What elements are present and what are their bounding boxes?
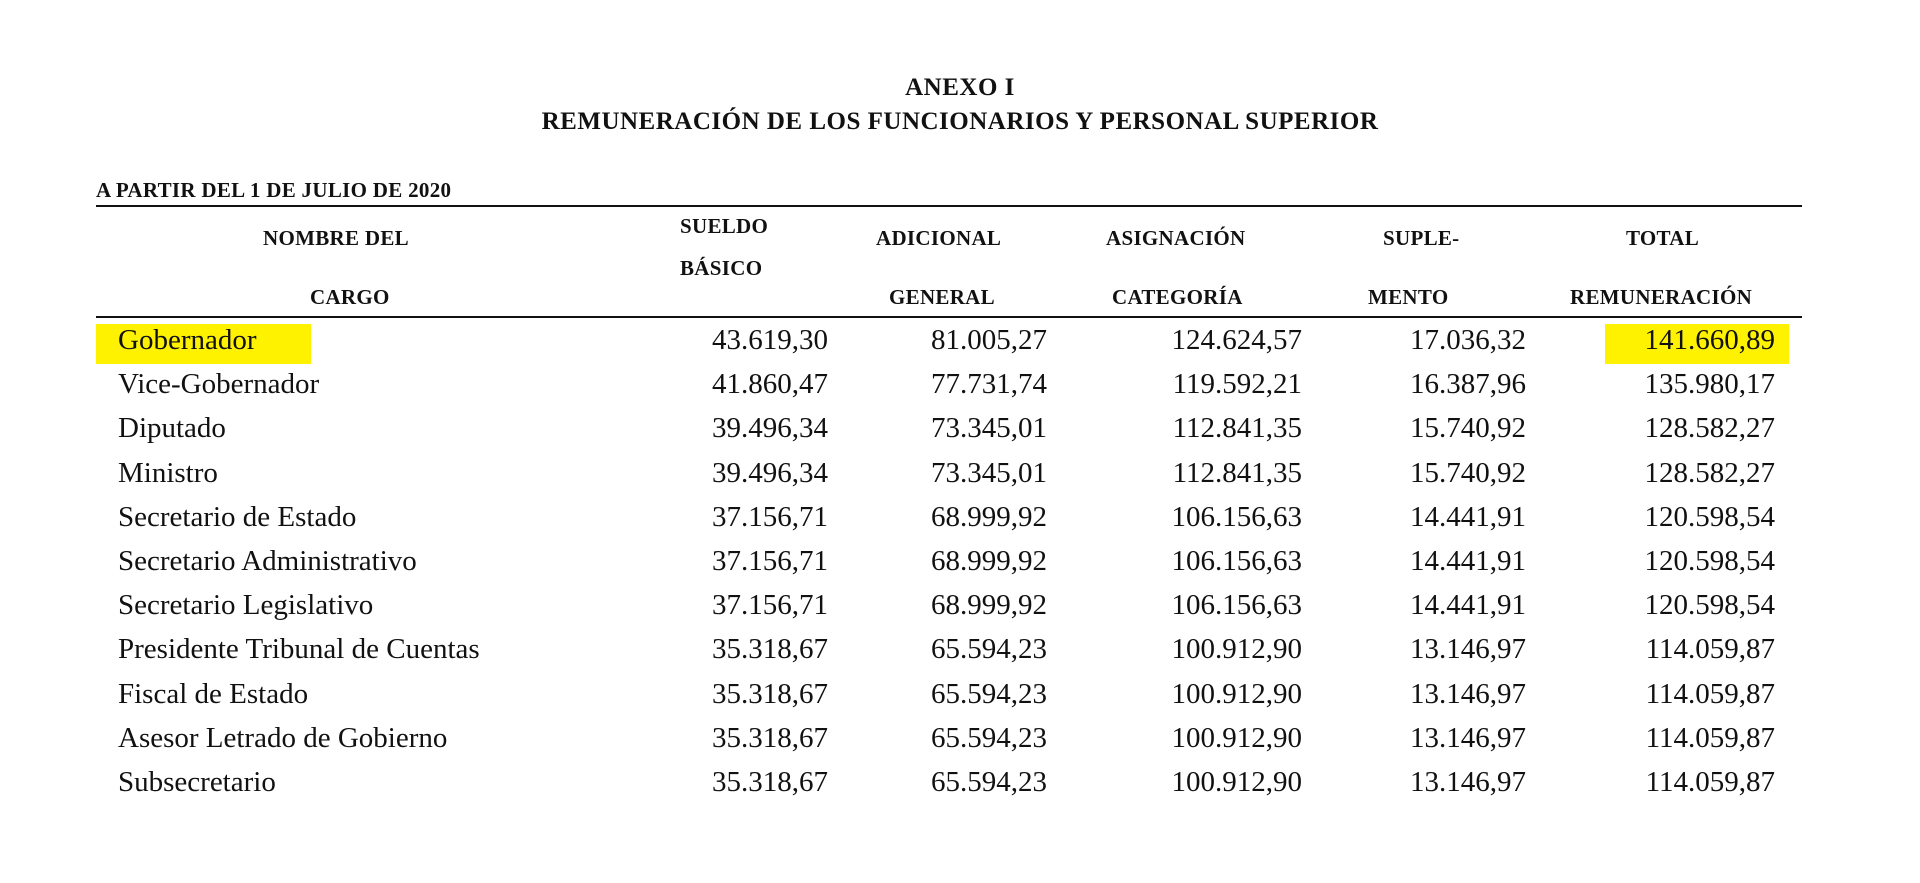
table-row (0, 633, 1920, 673)
cell-asignacion-categoria: 100.912,90 (1171, 721, 1302, 754)
cell-asignacion-categoria: 100.912,90 (1171, 677, 1302, 710)
cell-total-remuneracion: 120.598,54 (1644, 545, 1775, 577)
cell-asignacion-categoria: 106.156,63 (1171, 545, 1302, 577)
cell-cargo: Secretario de Estado (118, 500, 357, 533)
cell-suplemento: 14.441,91 (1410, 589, 1526, 622)
cell-asignacion-categoria: 106.156,63 (1171, 589, 1302, 622)
cell-cargo: Gobernador (118, 324, 257, 356)
cell-suplemento: 15.740,92 (1410, 412, 1526, 445)
cell-asignacion-categoria: 100.912,90 (1171, 633, 1302, 666)
cell-sueldo-basico: 35.318,67 (712, 766, 828, 798)
cell-asignacion-categoria: 100.912,90 (1171, 766, 1302, 798)
cell-sueldo-basico: 43.619,30 (712, 324, 828, 356)
table-row (0, 678, 1920, 718)
cell-cargo: Ministro (118, 456, 218, 489)
cell-cargo: Vice-Gobernador (118, 368, 320, 401)
header-nombre-line-1: NOMBRE DEL (263, 226, 409, 250)
cell-total-remuneracion: 114.059,87 (1645, 766, 1775, 798)
table-header-rule (96, 316, 1802, 318)
header-suplemento-line-1: SUPLE- (1383, 226, 1460, 250)
cell-total-remuneracion: 135.980,17 (1644, 368, 1775, 401)
header-nombre-line-2: CARGO (310, 285, 390, 309)
table-row (0, 589, 1920, 629)
cell-asignacion-categoria: 112.841,35 (1172, 412, 1302, 445)
cell-adicional-general: 65.594,23 (931, 677, 1047, 710)
header-total-line-2: REMUNERACIÓN (1570, 285, 1753, 309)
cell-sueldo-basico: 37.156,71 (712, 545, 828, 577)
table-row (0, 766, 1920, 806)
cell-adicional-general: 81.005,27 (931, 324, 1047, 356)
cell-suplemento: 15.740,92 (1410, 456, 1526, 489)
cell-adicional-general: 73.345,01 (931, 412, 1047, 445)
cell-adicional-general: 77.731,74 (931, 368, 1047, 401)
cell-sueldo-basico: 35.318,67 (712, 721, 828, 754)
header-suplemento-line-2: MENTO (1368, 285, 1449, 309)
cell-sueldo-basico: 39.496,34 (712, 412, 828, 445)
cell-cargo: Presidente Tribunal de Cuentas (118, 633, 480, 666)
cell-suplemento: 14.441,91 (1410, 545, 1526, 577)
cell-asignacion-categoria: 112.841,35 (1172, 456, 1302, 489)
cell-total-remuneracion: 120.598,54 (1644, 500, 1775, 533)
cell-sueldo-basico: 37.156,71 (712, 500, 828, 533)
cell-sueldo-basico: 37.156,71 (712, 589, 828, 622)
cell-suplemento: 14.441,91 (1410, 500, 1526, 533)
cell-asignacion-categoria: 106.156,63 (1171, 500, 1302, 533)
header-total-line-1: TOTAL (1626, 226, 1700, 250)
document-title-line-2: REMUNERACIÓN DE LOS FUNCIONARIOS Y PERSONAL SUPERIOR (541, 108, 1379, 135)
cell-adicional-general: 65.594,23 (931, 633, 1047, 666)
cell-cargo: Diputado (118, 412, 226, 445)
table-row (0, 545, 1920, 585)
cell-adicional-general: 68.999,92 (931, 545, 1047, 577)
header-adicional-line-1: ADICIONAL (876, 226, 1002, 250)
table-row (0, 324, 1920, 364)
cell-adicional-general: 65.594,23 (931, 721, 1047, 754)
table-row (0, 722, 1920, 762)
cell-adicional-general: 65.594,23 (931, 766, 1047, 798)
effective-date-label: A PARTIR DEL 1 DE JULIO DE 2020 (96, 178, 452, 202)
document-title-line-1: ANEXO I (905, 74, 1015, 101)
cell-cargo: Secretario Administrativo (118, 545, 417, 577)
cell-suplemento: 17.036,32 (1410, 324, 1526, 356)
header-asignacion-line-2: CATEGORÍA (1112, 285, 1243, 309)
cell-total-remuneracion: 114.059,87 (1645, 633, 1775, 666)
cell-total-remuneracion: 141.660,89 (1644, 324, 1775, 356)
cell-adicional-general: 68.999,92 (931, 589, 1047, 622)
table-row (0, 501, 1920, 541)
header-adicional-line-2: GENERAL (889, 285, 995, 309)
cell-suplemento: 13.146,97 (1410, 766, 1526, 798)
cell-total-remuneracion: 128.582,27 (1644, 456, 1775, 489)
cell-cargo: Fiscal de Estado (118, 677, 309, 710)
table-row (0, 368, 1920, 408)
cell-sueldo-basico: 35.318,67 (712, 633, 828, 666)
header-sueldo-line-2: BÁSICO (680, 256, 763, 280)
header-sueldo-line-1: SUELDO (680, 214, 769, 238)
cell-asignacion-categoria: 124.624,57 (1171, 324, 1302, 356)
cell-adicional-general: 73.345,01 (931, 456, 1047, 489)
cell-suplemento: 16.387,96 (1410, 368, 1526, 401)
cell-suplemento: 13.146,97 (1410, 721, 1526, 754)
cell-total-remuneracion: 114.059,87 (1645, 721, 1775, 754)
cell-total-remuneracion: 128.582,27 (1644, 412, 1775, 445)
cell-total-remuneracion: 120.598,54 (1644, 589, 1775, 622)
cell-sueldo-basico: 39.496,34 (712, 456, 828, 489)
cell-cargo: Secretario Legislativo (118, 589, 374, 622)
cell-cargo: Subsecretario (118, 766, 276, 798)
table-top-rule (96, 205, 1802, 207)
table-row (0, 457, 1920, 497)
header-asignacion-line-1: ASIGNACIÓN (1106, 226, 1246, 250)
cell-asignacion-categoria: 119.592,21 (1172, 368, 1302, 401)
cell-sueldo-basico: 41.860,47 (712, 368, 828, 401)
cell-total-remuneracion: 114.059,87 (1645, 677, 1775, 710)
table-row (0, 412, 1920, 452)
cell-suplemento: 13.146,97 (1410, 677, 1526, 710)
cell-suplemento: 13.146,97 (1410, 633, 1526, 666)
cell-cargo: Asesor Letrado de Gobierno (118, 721, 448, 754)
cell-adicional-general: 68.999,92 (931, 500, 1047, 533)
cell-sueldo-basico: 35.318,67 (712, 677, 828, 710)
